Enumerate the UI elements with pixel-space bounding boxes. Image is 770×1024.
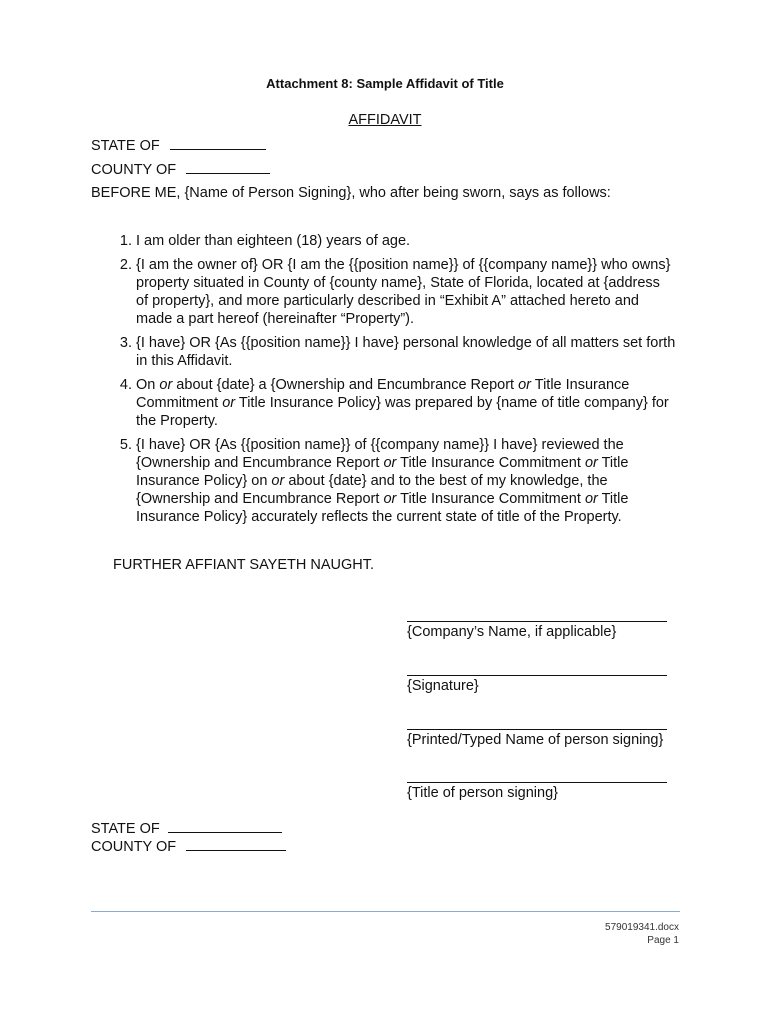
list-item: 4. On or about {date} a {Ownership and Encumbrance Report or Title Insurance Commitment or Title Insurance Policy} was prepared by {name of title company} for the Property. [136, 376, 676, 430]
signature-rule [407, 675, 667, 676]
bottom-state-label: STATE OF [91, 821, 160, 837]
signature-block-printed-name [407, 729, 669, 748]
list-item: 2. {I am the owner of} OR {I am the {{position name}} of {{company name}} who owns} property situated in County of {county name}, State of Florida, located at {address of property}, and more particularly described in “Exhibit A” attached hereto and made a part hereof (hereinafter “Property”). [136, 256, 676, 328]
state-line [91, 136, 266, 154]
list-item: 1. I am older than eighteen (18) years of age. [136, 232, 676, 250]
footer-filename: 579019341.docx [605, 922, 679, 933]
signature-label: {Title of person signing} [407, 785, 559, 801]
signature-rule [407, 782, 667, 783]
county-blank [186, 160, 270, 174]
footer-divider [91, 911, 680, 912]
signature-rule [407, 729, 667, 730]
state-label: STATE OF [91, 138, 160, 154]
signature-label: {Printed/Typed Name of person signing} [407, 732, 664, 748]
bottom-state-line [91, 819, 282, 837]
further-affiant-statement: FURTHER AFFIANT SAYETH NAUGHT. [113, 557, 375, 573]
county-line [91, 160, 270, 178]
affidavit-heading: AFFIDAVIT [348, 112, 422, 128]
state-blank [170, 136, 266, 150]
intro-paragraph: BEFORE ME, {Name of Person Signing}, who after being sworn, says as follows: [91, 185, 611, 201]
signature-rule [407, 621, 667, 622]
bottom-county-blank [186, 837, 286, 851]
list-item: 5. {I have} OR {As {{position name}} of {{company name}} I have} reviewed the {Ownership and Encumbrance Report or Title Insurance Commitment or Title Insurance Policy} on or about {date} and to the best of my knowledge, the {Ownership and Encumbrance Report or Title Insurance Commitment or Title Insurance Policy} accurately reflects the current state of title of the Property. [136, 436, 676, 526]
bottom-county-label: COUNTY OF [91, 839, 177, 855]
signature-block-signature [407, 675, 669, 694]
signature-label: {Company’s Name, if applicable} [407, 624, 617, 640]
bottom-county-line [91, 837, 286, 855]
document-title: Attachment 8: Sample Affidavit of Title [266, 76, 504, 91]
signature-block-company [407, 621, 669, 640]
bottom-state-blank [168, 819, 282, 833]
affidavit-items [91, 232, 676, 532]
signature-block-title [407, 782, 669, 801]
signature-label: {Signature} [407, 678, 479, 694]
list-item: 3. {I have} OR {As {{position name}} I have} personal knowledge of all matters set forth in this Affidavit. [136, 334, 676, 370]
footer-page-number: Page 1 [647, 935, 679, 946]
county-label: COUNTY OF [91, 162, 177, 178]
